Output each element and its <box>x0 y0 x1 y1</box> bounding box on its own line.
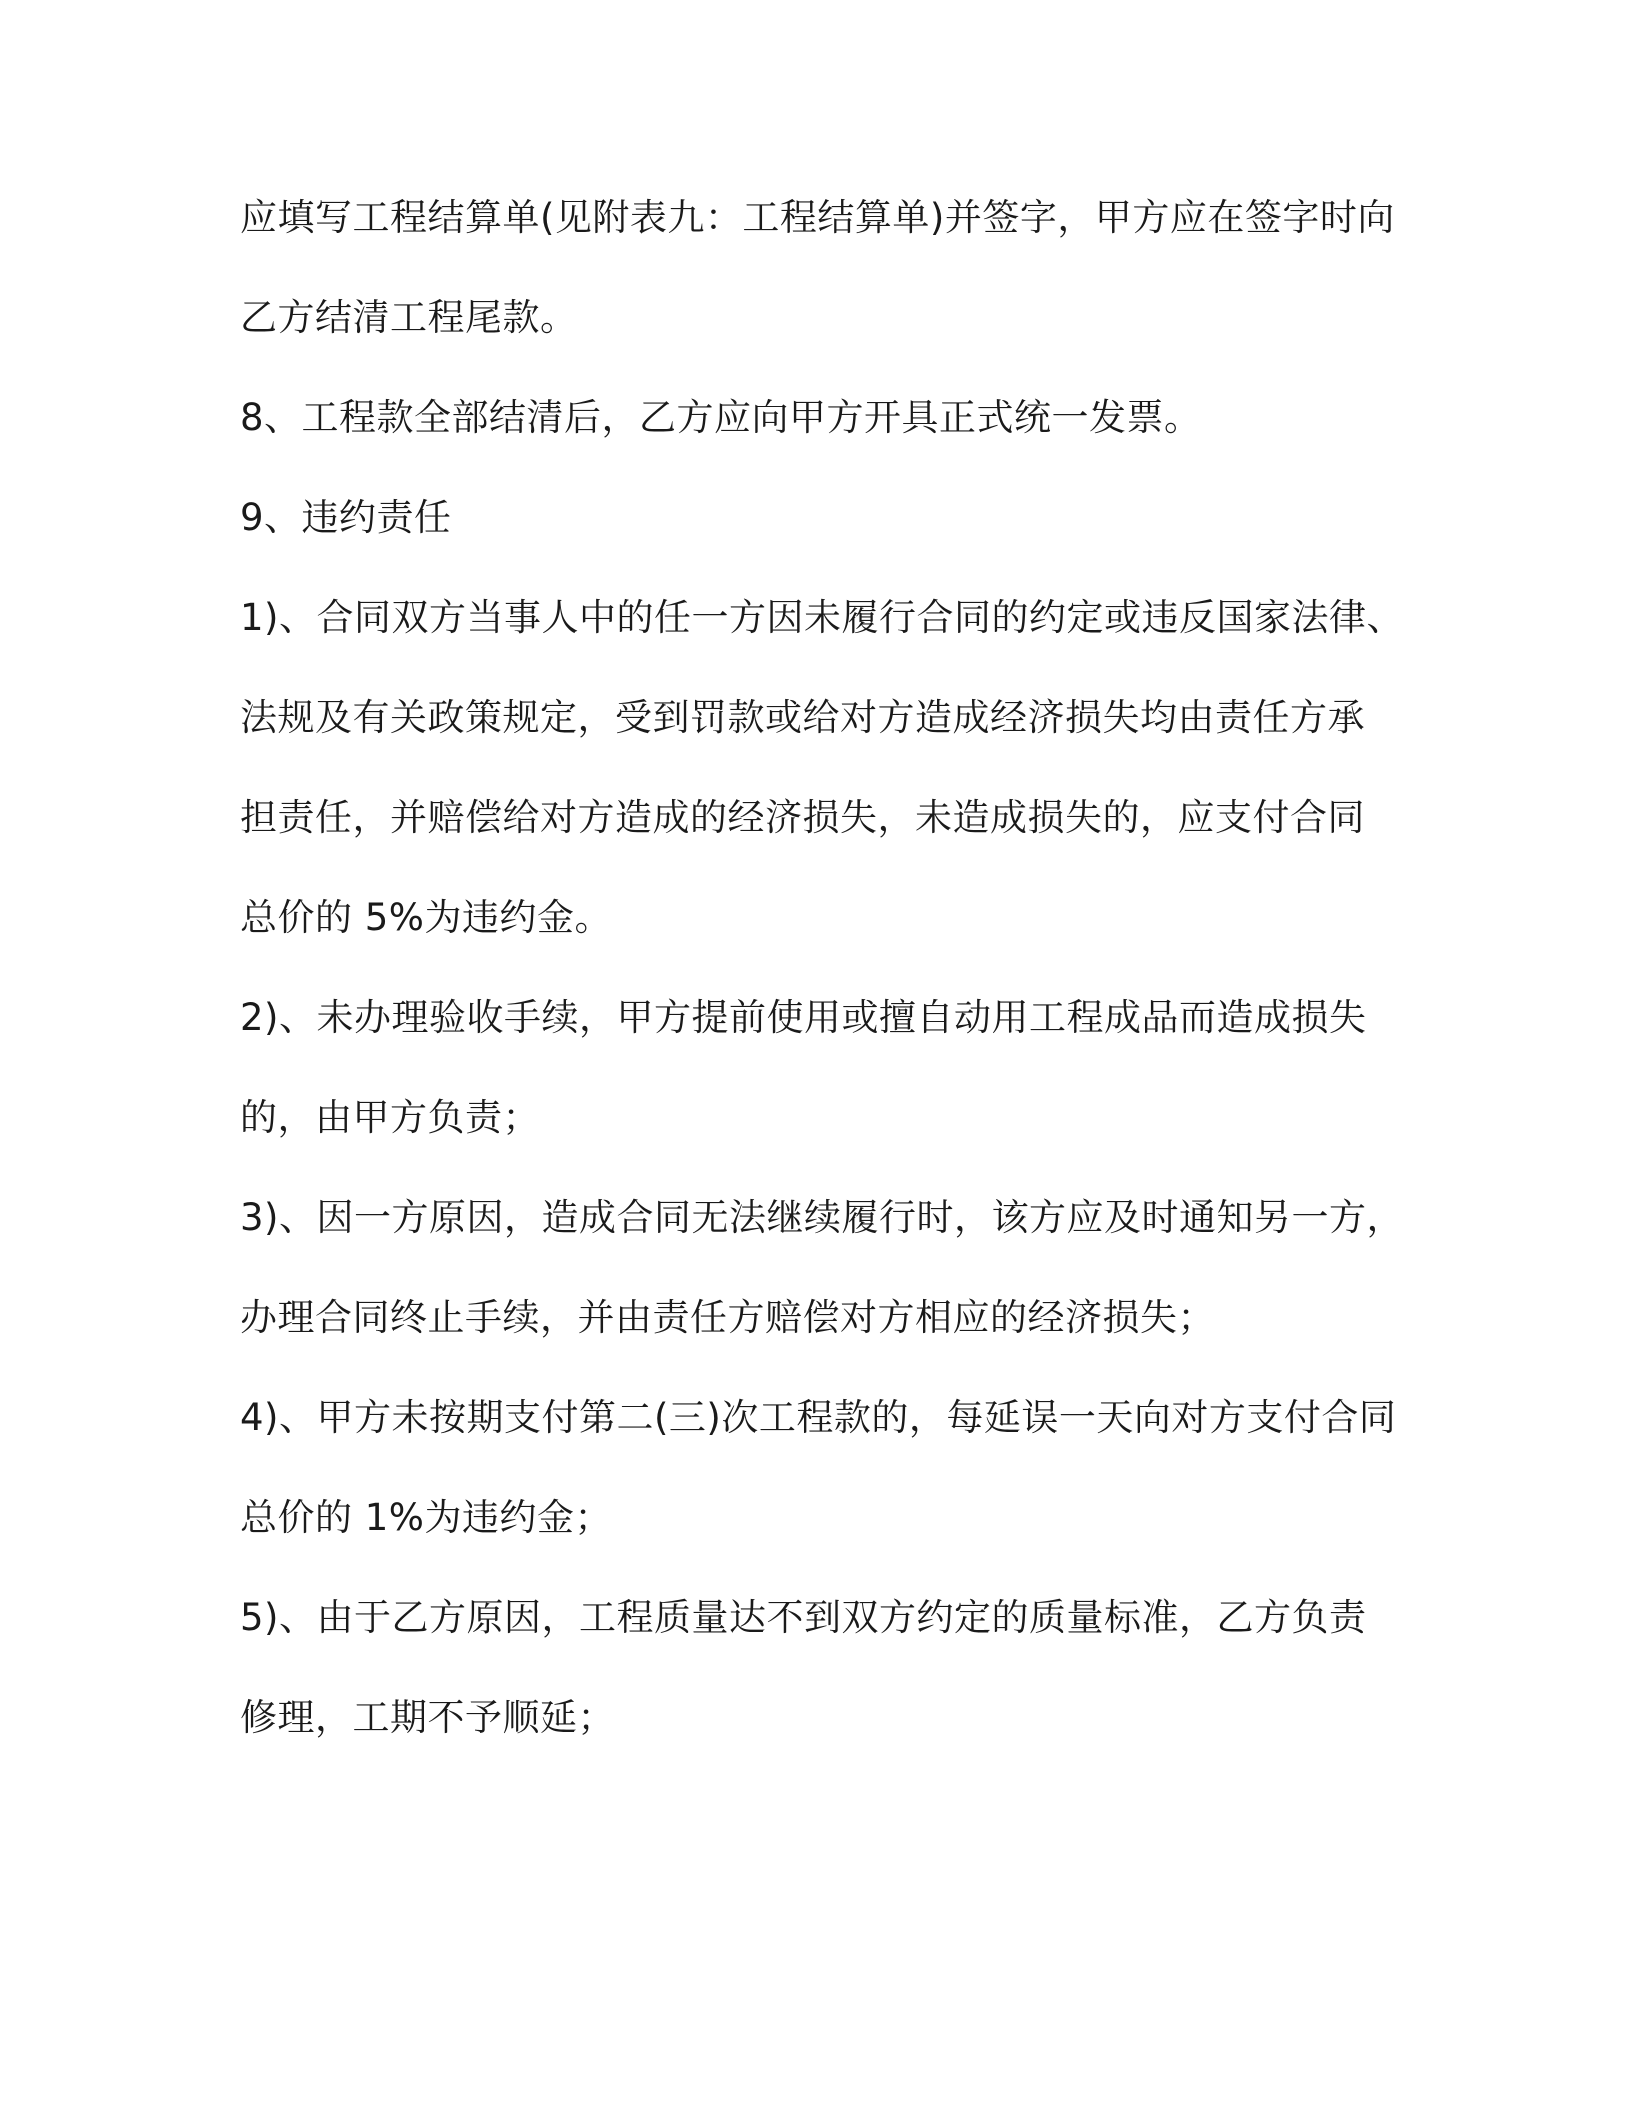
section-9-heading: 9、违约责任 <box>240 496 452 539</box>
section-8-text: 8、工程款全部结清后，乙方应向甲方开具正式统一发票。 <box>240 396 1202 439</box>
clause-5-text: 5)、由于乙方原因，工程质量达不到双方约定的质量标准，乙方负责 <box>240 1596 1367 1639</box>
text-line: 担责任，并赔偿给对方造成的经济损失，未造成损失的，应支付合同 <box>240 796 1365 839</box>
text-line: 的，由甲方负责； <box>240 1096 540 1139</box>
text-line: 法规及有关政策规定，受到罚款或给对方造成经济损失均由责任方承 <box>240 696 1365 739</box>
text-line: 乙方结清工程尾款。 <box>240 296 578 339</box>
clause-1-text: 1)、合同双方当事人中的任一方因未履行合同的约定或违反国家法律、 <box>240 596 1404 639</box>
text-line: 总价的 5%为违约金。 <box>240 896 612 939</box>
clause-3-text: 3)、因一方原因，造成合同无法继续履行时，该方应及时通知另一方， <box>240 1196 1404 1239</box>
text-line: 办理合同终止手续，并由责任方赔偿对方相应的经济损失； <box>240 1296 1215 1339</box>
text-line: 总价的 1%为违约金； <box>240 1496 612 1539</box>
clause-4-text: 4)、甲方未按期支付第二(三)次工程款的，每延误一天向对方支付合同 <box>240 1396 1397 1439</box>
text-line: 修理，工期不予顺延； <box>240 1696 615 1739</box>
text-line: 应填写工程结算单(见附表九：工程结算单)并签字，甲方应在签字时向 <box>240 196 1395 239</box>
clause-2-text: 2)、未办理验收手续，甲方提前使用或擅自动用工程成品而造成损失 <box>240 996 1367 1039</box>
